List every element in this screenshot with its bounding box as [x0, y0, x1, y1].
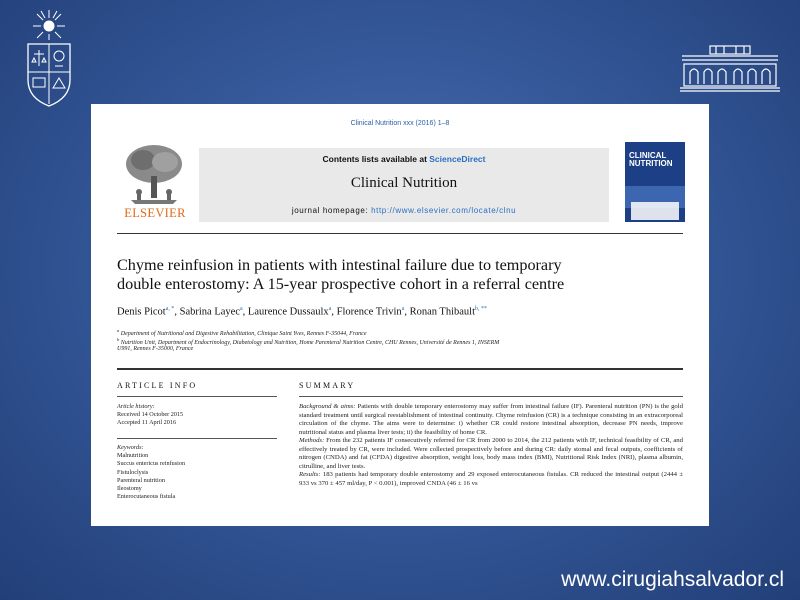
affiliation-text: U991, Rennes F-35000, France [117, 346, 194, 352]
author-list: Denis Picot$^{a, *}$, Sabrina Layec$^a$, Laurence Dussaulx$^a$, Florence Trivin$^a$, Ronan Thibault$^{b, **}$ [117, 306, 488, 318]
article-info-rule [117, 396, 277, 397]
journal-homepage-link[interactable]: http://www.elsevier.com/locate/clnu [371, 206, 517, 215]
keyword-item: Succus entericus reinfusion [117, 460, 186, 468]
affiliation-mark: a [117, 328, 120, 333]
keyword-item: Enterocutaneous fistula [117, 493, 176, 501]
elsevier-logo [117, 142, 193, 224]
cover-title-line1: CLINICAL [629, 151, 667, 160]
affiliation-mark: b [117, 337, 120, 342]
methods-text: From the 232 patients IF consecutively referred for CR from 2000 to 2014, the 212 patients with IF, technical feasibility of CR, and effectively treated by CR, were included. Were collected prospectively before and during CR: daily stomal and fecal outputs, coefficients of nitrogen (CNDA) and fat (CFDA) digestive absorption, weight loss, body mass index (BMI), Nutritional Risk Index (NRI), plasma albumin, citrulline, and liver tests. [299, 437, 683, 470]
received-date: Received 14 October 2015 [117, 411, 184, 418]
summary-rule [299, 396, 683, 397]
journal-cover-thumbnail [625, 142, 685, 222]
author-name: Florence Trivin [336, 306, 402, 318]
cover-title [629, 152, 673, 168]
author-name: Denis Picot [117, 306, 166, 318]
article-title [117, 256, 677, 294]
affiliation [117, 345, 677, 354]
header-rule [117, 233, 683, 234]
summary-abstract [299, 403, 683, 488]
publisher-name: ELSEVIER [124, 206, 186, 220]
keyword-item: Fistuloclysis [117, 468, 149, 476]
keyword-item: Ileostomy [117, 485, 142, 493]
journal-homepage-line [199, 206, 609, 215]
author-name: Sabrina Layec [179, 306, 240, 318]
keywords-block [117, 444, 267, 501]
summary-results [299, 471, 683, 488]
background-text: Patients with double temporary enterostomy may suffer from intestinal failure (IF). Parenteral nutrition (PN) is the gold standard treatment until surgical reestablishment of intestinal continuity. Chyme reinfusion (CR) is a technique consisting in an extracorporeal circulation of the chyme. The aims were to determine: i) whether CR could restore intestinal absorption, decrease PN needs, improve nutritional status and plasma liver tests; ii) the feasibility of home CR. [299, 403, 683, 436]
summary-methods [299, 437, 683, 471]
journal-masthead [199, 148, 609, 222]
affiliation-text: Department of Nutritional and Digestive Rehabilitation, Clinique Saint Yves, Rennes F-35044, France [120, 331, 367, 337]
keyword-item: Parenteral nutrition [117, 476, 165, 484]
author-affiliation-mark: a [401, 306, 405, 312]
results-label: Results: [299, 471, 321, 479]
sciencedirect-link[interactable]: ScienceDirect [429, 154, 486, 164]
keyword-item: Malnutrition [117, 452, 149, 460]
journal-name: Clinical Nutrition [350, 175, 458, 191]
author-affiliation-mark: b, ** [475, 306, 488, 312]
paper-first-page [91, 104, 709, 526]
contents-prefix: Contents lists available at [322, 154, 430, 164]
article-info-heading: ARTICLE INFO [117, 381, 198, 390]
methods-label: Methods: [299, 437, 325, 445]
elsevier-tree-icon [121, 142, 187, 206]
hospital-building-logo [680, 40, 780, 92]
author-affiliation-mark: a [328, 306, 332, 312]
keywords-rule [117, 438, 277, 439]
author-name: Laurence Dussaulx [247, 306, 329, 318]
footer-website-url: www.cirugiahsalvador.cl [561, 568, 784, 591]
article-title-line1: Chyme reinfusion in patients with intestinal failure due to temporary [117, 256, 562, 274]
affiliation-text: Nutrition Unit, Department of Endocrinology, Diabetology and Nutrition, Home Parenteral Nutrition Centre, CHU Rennes, Université de Rennes 1, INSERM [120, 340, 500, 346]
section-rule [117, 368, 683, 370]
summary-heading: SUMMARY [299, 381, 356, 390]
cover-box [631, 202, 679, 220]
journal-citation-line: Clinical Nutrition xxx (2016) 1–8 [350, 120, 450, 127]
article-history [117, 403, 267, 427]
keywords-label: Keywords: [117, 444, 144, 451]
author-affiliation-mark: a, * [165, 306, 175, 312]
summary-background [299, 403, 683, 437]
article-title-line2: double enterostomy: A 15-year prospective cohort in a referral centre [117, 275, 565, 293]
contents-line [199, 154, 609, 164]
history-label: Article history: [117, 403, 155, 410]
accepted-date: Accepted 11 April 2016 [117, 419, 177, 426]
background-label: Background & aims: [299, 403, 356, 410]
author-name: Ronan Thibault [409, 306, 476, 318]
university-crest-logo [22, 8, 76, 108]
author-affiliation-mark: a [240, 306, 243, 312]
homepage-prefix: journal homepage: [291, 206, 372, 215]
cover-title-line2: NUTRITION [629, 159, 673, 168]
results-text: 183 patients had temporary double enterostomy and 29 exposed enterocutaneous fistulas. CR reduced the intestinal output (2444 ± 933 vs 370 ± 457 ml/day, P < 0.001), improved CNDA (46 ± 16 vs [299, 471, 683, 487]
